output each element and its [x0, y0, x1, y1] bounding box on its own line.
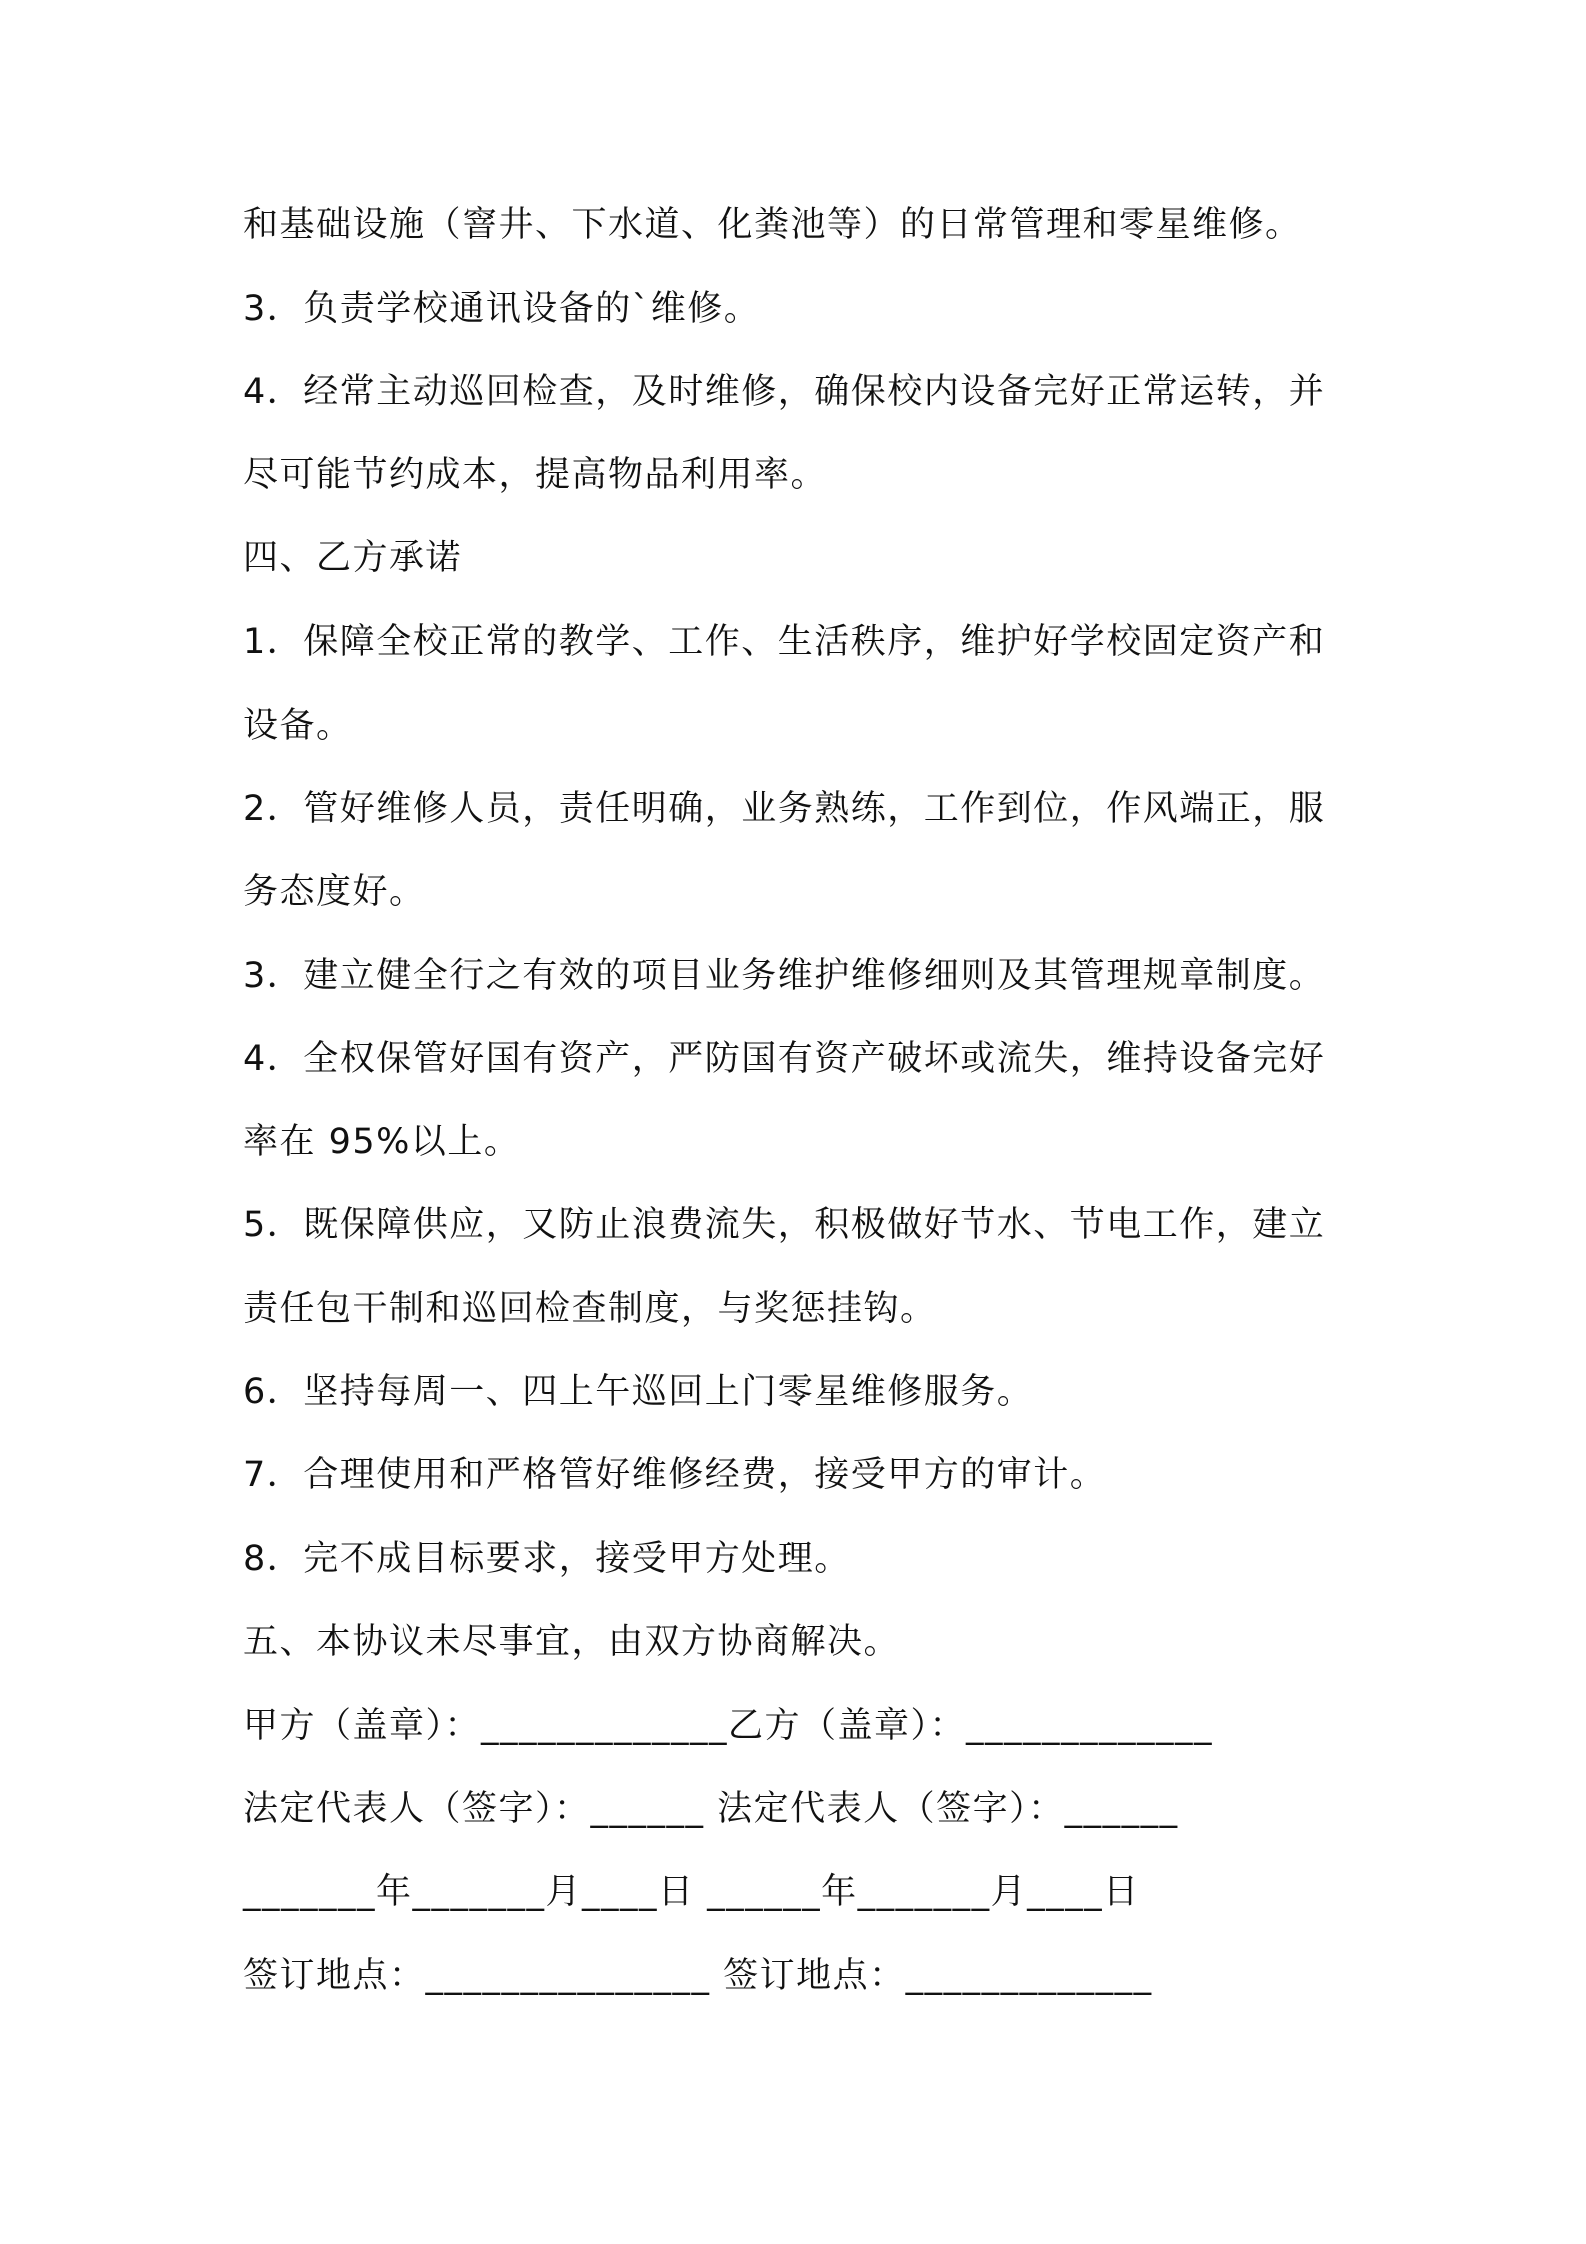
list-item-inspection: 4．经常主动巡回检查，及时维修，确保校内设备完好正常运转，并: [243, 372, 1326, 412]
list-item-order: 1．保障全校正常的教学、工作、生活秩序，维护好学校固定资产和: [243, 622, 1326, 662]
body-text-line: 率在 95%以上。: [243, 1122, 521, 1162]
signature-line-location: 签订地点：_______________ 签订地点：_____________: [243, 1956, 1153, 1996]
list-item-funding: 7．合理使用和严格管好维修经费，接受甲方的审计。: [243, 1455, 1107, 1495]
section-heading-other-matters: 五、本协议未尽事宜，由双方协商解决。: [243, 1622, 901, 1662]
list-item-communication-repair: 3．负责学校通讯设备的`维修。: [243, 289, 761, 329]
section-heading-party-b-commitments: 四、乙方承诺: [243, 538, 463, 578]
body-text-line: 责任包干制和巡回检查制度，与奖惩挂钩。: [243, 1289, 937, 1329]
list-item-weekly-service: 6．坚持每周一、四上午巡回上门零星维修服务。: [243, 1372, 1034, 1412]
signature-line-seal: 甲方（盖章）：_____________乙方（盖章）：_____________: [243, 1706, 1214, 1746]
body-text-line: 尽可能节约成本，提高物品利用率。: [243, 455, 828, 495]
list-item-regulations: 3．建立健全行之有效的项目业务维护维修细则及其管理规章制度。: [243, 956, 1326, 996]
signature-line-date: _______年_______月____日 ______年_______月____日: [243, 1872, 1140, 1912]
body-text-line: 务态度好。: [243, 872, 426, 912]
list-item-staff-management: 2．管好维修人员，责任明确，业务熟练，工作到位，作风端正，服: [243, 789, 1326, 829]
list-item-targets: 8．完不成目标要求，接受甲方处理。: [243, 1539, 851, 1579]
body-text-line: 和基础设施（窨井、下水道、化粪池等）的日常管理和零星维修。: [243, 205, 1302, 245]
body-text-line: 设备。: [243, 706, 353, 746]
list-item-supply: 5．既保障供应，又防止浪费流失，积极做好节水、节电工作，建立: [243, 1205, 1326, 1245]
signature-line-representative: 法定代表人（签字）：______ 法定代表人（签字）：______: [243, 1789, 1179, 1829]
list-item-assets: 4．全权保管好国有资产，严防国有资产破坏或流失，维持设备完好: [243, 1039, 1326, 1079]
